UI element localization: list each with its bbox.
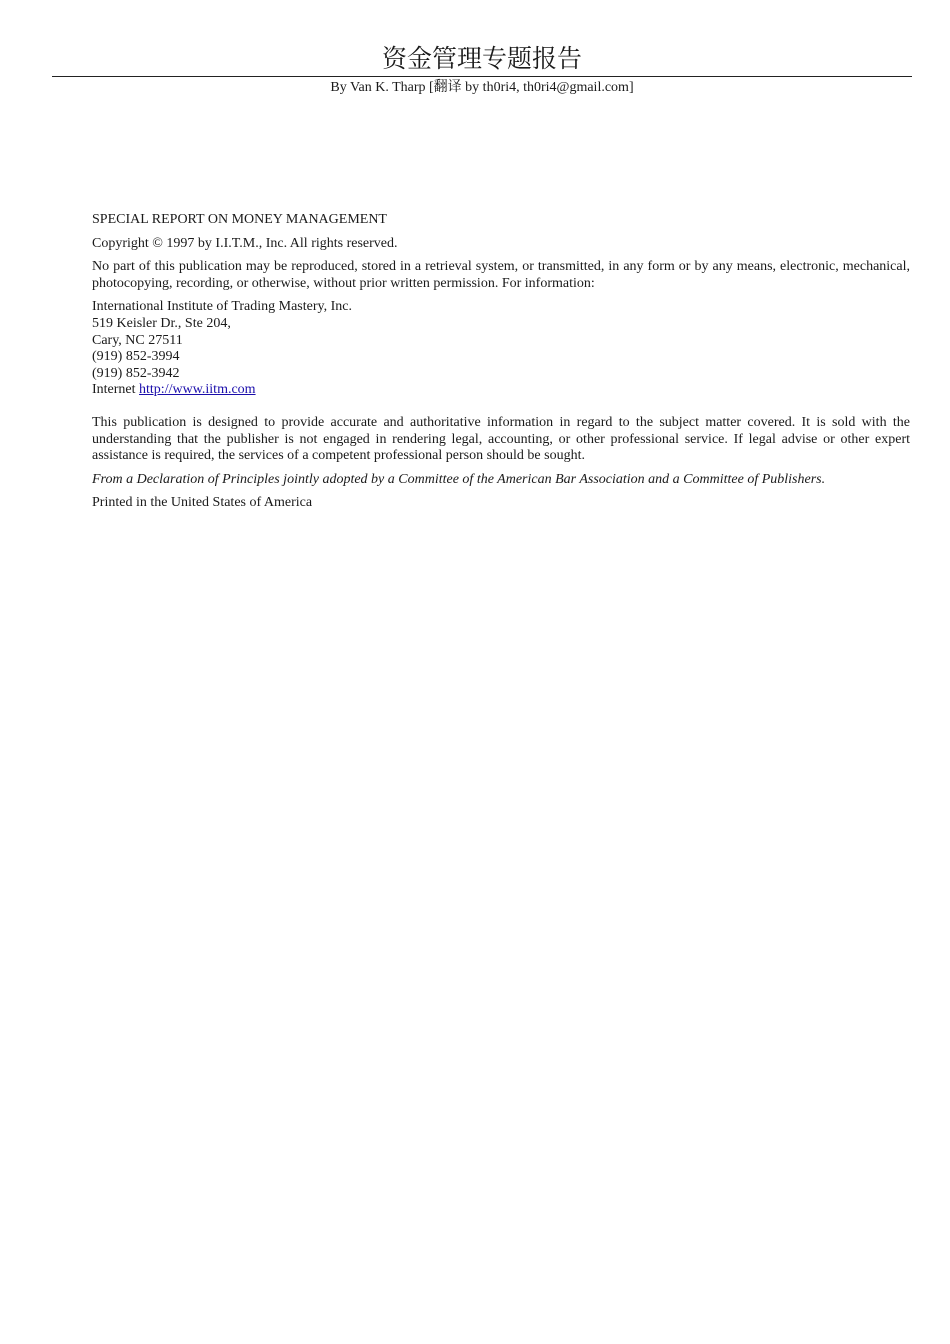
internet-label: Internet (92, 382, 140, 398)
page-header (52, 44, 912, 98)
header-divider (52, 76, 912, 77)
address-street: 519 Keisler Dr., Ste 204, (92, 315, 231, 331)
rights-notice: No part of this publication may be reproduced, stored in a retrieval system, or transmitted, in any form or by any means, electronic, mechanical, photocopying, recording, or otherwise, without prior written permission. For information: (92, 259, 910, 291)
address-internet (92, 382, 910, 399)
printed-in: Printed in the United States of America (92, 495, 313, 511)
byline: By Van K. Tharp [翻译 by th0ri4, th0ri4@gmail.com] (330, 80, 634, 95)
address-phone-2: (919) 852-3942 (92, 365, 180, 381)
address-city: Cary, NC 27511 (92, 332, 183, 348)
disclaimer: This publication is designed to provide accurate and authoritative information in regard to the subject matter covered. It is sold with the understanding that the publisher is not engaged in rendering legal, accounting, or other professional service. If legal advise or other expert assistance is required, the services of a competent professional person should be sought. (92, 414, 910, 464)
copyright-line: Copyright © 1997 by I.I.T.M., Inc. All rights reserved. (92, 235, 398, 251)
address-phone-1: (919) 852-3994 (92, 349, 180, 365)
address-organization: International Institute of Trading Mastery, Inc. (92, 299, 352, 315)
publisher-address (92, 299, 910, 399)
document-title: 资金管理专题报告 (381, 46, 582, 73)
report-title: SPECIAL REPORT ON MONEY MANAGEMENT (92, 212, 387, 227)
copyright-page-content (92, 212, 910, 519)
website-link[interactable]: http://www.iitm.com (139, 382, 256, 398)
declaration: From a Declaration of Principles jointly adopted by a Committee of the American Bar Association and a Committee of Publishers. (92, 471, 826, 487)
